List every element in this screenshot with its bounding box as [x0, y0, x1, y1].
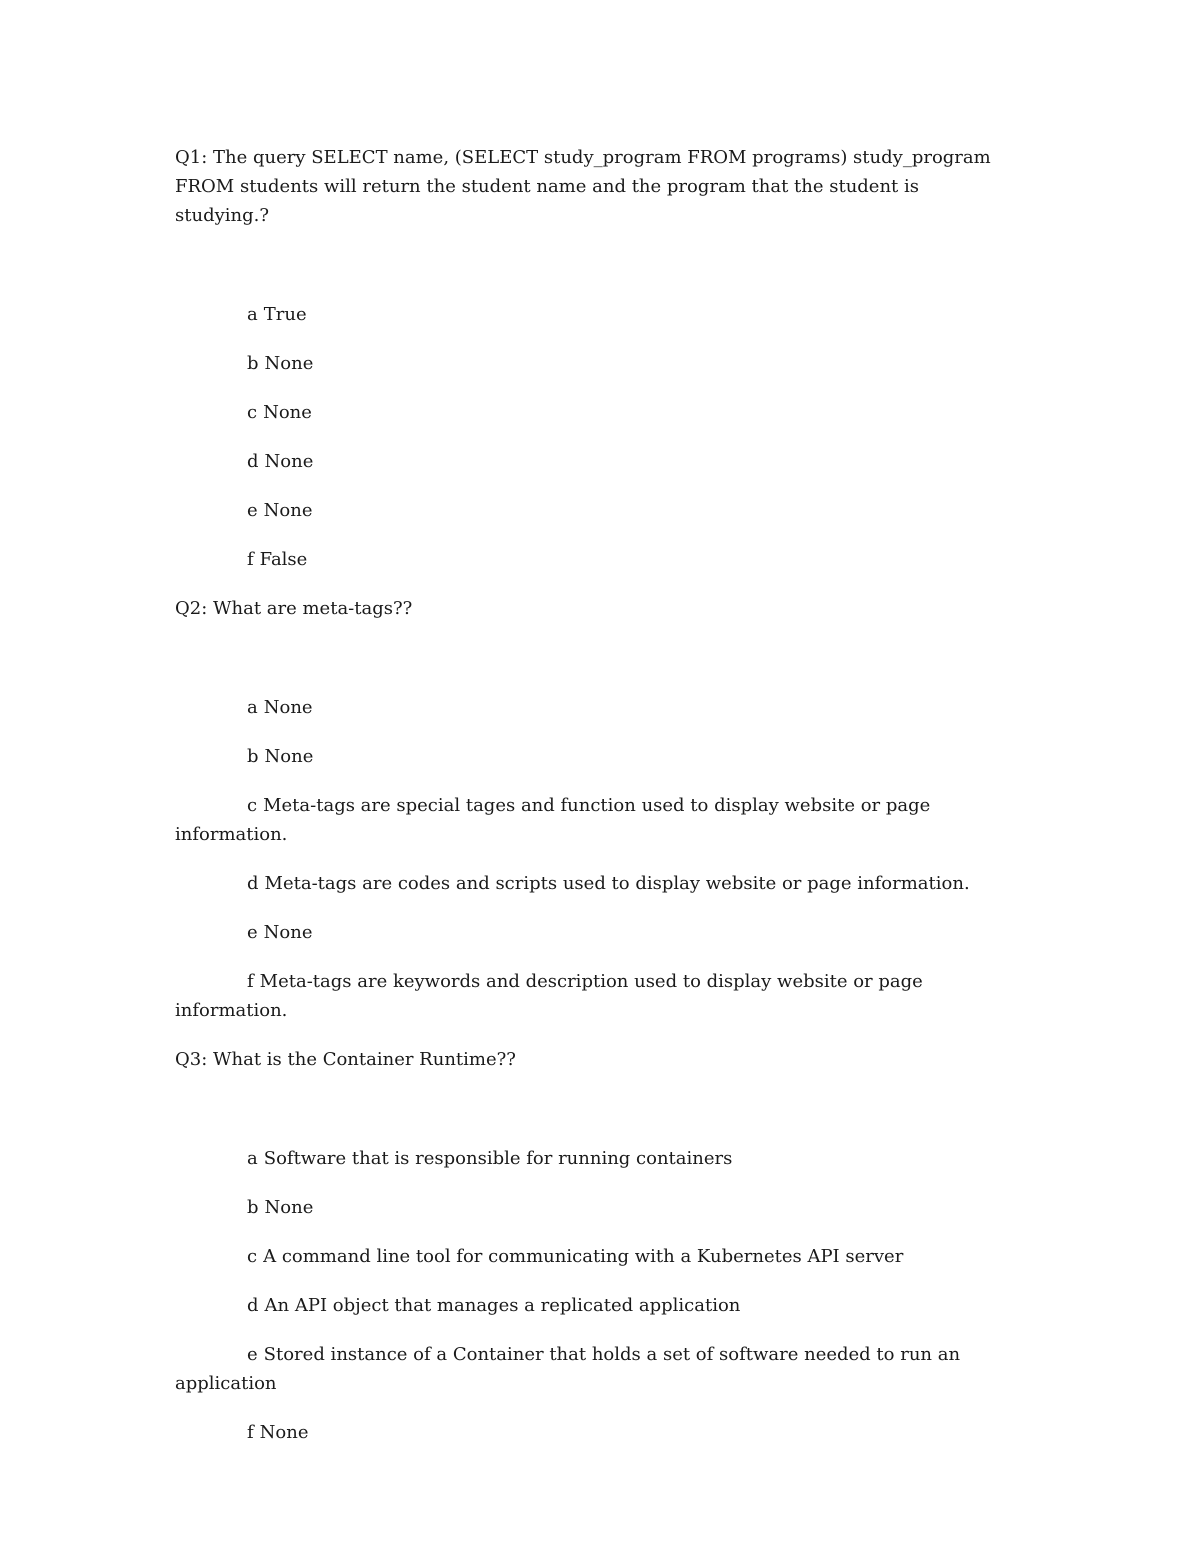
- option-d: d Meta-tags are codes and scripts used to display website or page information.: [247, 873, 970, 894]
- question-text: Q3: What is the Container Runtime??: [175, 1049, 516, 1070]
- question-text: Q2: What are meta-tags??: [175, 598, 413, 619]
- option-a: a None: [247, 697, 313, 718]
- option-a: a Software that is responsible for running containers: [247, 1148, 733, 1169]
- option-d: d An API object that manages a replicated application: [247, 1295, 741, 1316]
- document-page: [175, 143, 1005, 1467]
- option-c: c None: [247, 402, 312, 423]
- option-b: b None: [247, 353, 314, 374]
- option-b: b None: [247, 746, 314, 767]
- question-text: Q1: The query SELECT name, (SELECT study_program FROM programs) study_program FROM students will return the student name and the program that the student is studying.?: [175, 147, 991, 226]
- question-1: [175, 143, 1005, 574]
- option-c: c Meta-tags are special tages and function used to display website or page information.: [175, 795, 931, 845]
- option-f: f False: [247, 549, 308, 570]
- option-b: b None: [247, 1197, 314, 1218]
- question-2: [175, 594, 1005, 1025]
- option-e: e Stored instance of a Container that holds a set of software needed to run an application: [175, 1344, 961, 1394]
- option-c: c A command line tool for communicating with a Kubernetes API server: [247, 1246, 904, 1267]
- option-d: d None: [247, 451, 314, 472]
- option-e: e None: [247, 922, 313, 943]
- option-f: f Meta-tags are keywords and description used to display website or page information.: [175, 971, 923, 1021]
- option-e: e None: [247, 500, 313, 521]
- question-3: [175, 1045, 1005, 1447]
- option-f: f None: [247, 1422, 309, 1443]
- option-a: a True: [247, 304, 307, 325]
